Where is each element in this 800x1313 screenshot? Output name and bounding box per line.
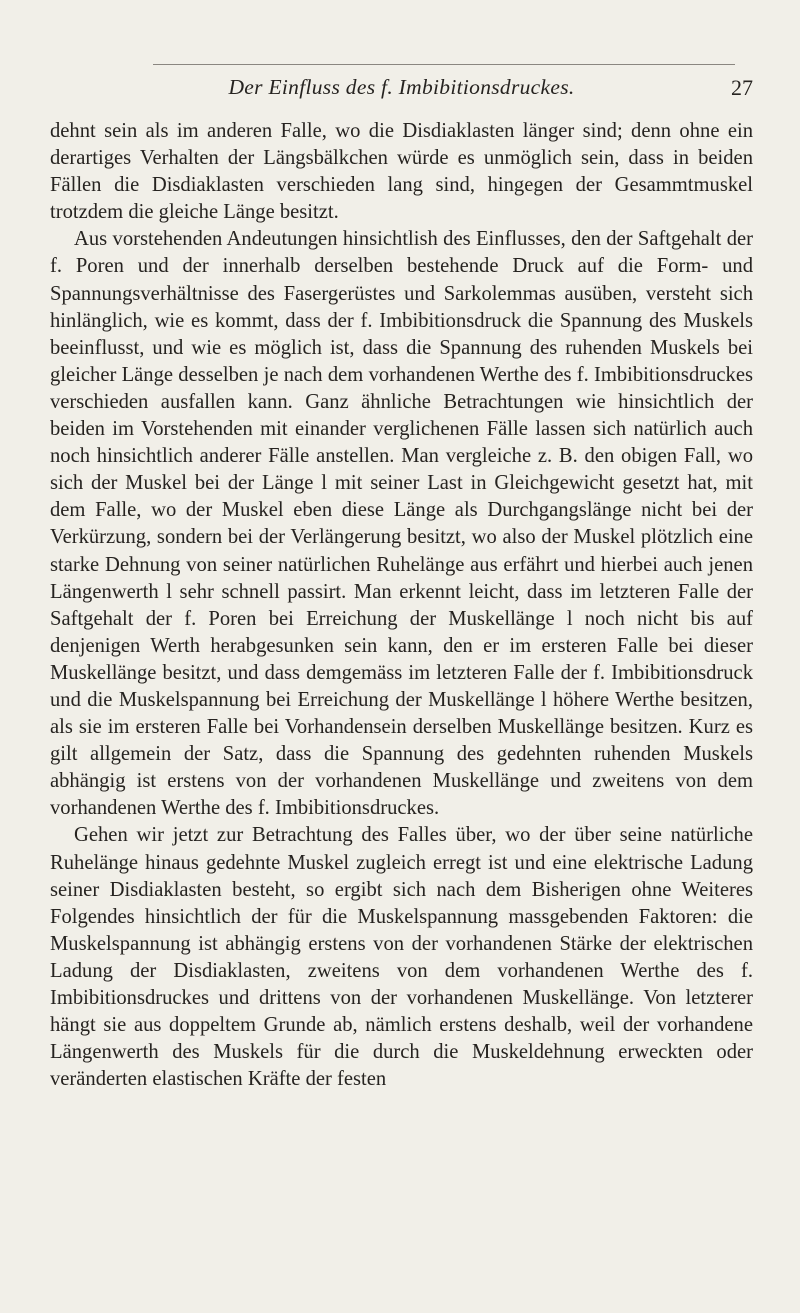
paragraph-continued: dehnt sein als im anderen Falle, wo die Disdiaklasten länger sind; denn ohne ein derartiges Verhalten der Längsbälkchen würde es unmöglich sein, dass in beiden Fällen die Disdiaklasten verschieden lang sind, hingegen der Gesammtmuskel trotzdem die gleiche Länge besitzt.: [50, 120, 753, 224]
paragraph-imbibition-influence: Aus vorstehenden Andeutungen hinsichtlish des Einflusses, den der Saftgehalt der f. Poren und der innerhalb derselben bestehende Druck auf die Form- und Spannungsverhältnisse des Fasergerüstes und Sarkolemmas ausüben, versteht sich hinlänglich, wie es kommt, dass der f. Imbibitionsdruck die Spannung des Muskels beeinflusst, und wie es möglich ist, dass die Spannung des ruhenden Muskels bei gleicher Länge desselben je nach dem vorhandenen Werthe des f. Imbibitionsdruckes verschieden ausfallen kann. Ganz ähnliche Betrachtungen wie hinsichtlich der beiden im Vorstehenden mit einander verglichenen Fälle lassen sich natürlich auch noch hinsichtlich anderer Fälle anstellen. Man vergleiche z. B. den obigen Fall, wo sich der Muskel bei der Länge l mit seiner Last in Gleichgewicht gesetzt hat, mit dem Falle, wo der Muskel eben diese Länge als Durchgangslänge nicht bei der Verkürzung, sondern bei der Verlängerung besitzt, wo also der Muskel plötzlich eine starke Dehnung von seiner natürlichen Ruhelänge aus erfährt und hierbei auch jenen Längenwerth l sehr schnell passirt. Man erkennt leicht, dass im letzteren Falle der Saftgehalt der f. Poren bei Erreichung der Muskellänge l noch nicht bis auf denjenigen Werth herabgesunken sein kann, den er im ersteren Falle bei dieser Muskellänge besitzt, und dass demgemäss im letzteren Falle der f. Imbibitionsdruck und die Muskelspannung bei Erreichung der Muskellänge l höhere Werthe besitzen, als sie im ersteren Falle bei Vorhandensein derselben Muskellänge besitzen. Kurz es gilt allgemein der Satz, dass die Spannung des gedehnten ruhenden Muskels abhängig ist erstens von der vorhandenen Muskellänge und zweitens von dem vorhandenen Werthe des f. Imbibitionsdruckes.: [50, 228, 753, 820]
page-number: 27: [731, 75, 753, 100]
body-text: [50, 118, 753, 1093]
header-rule: [153, 64, 735, 65]
running-title: Der Einfluss des f. Imbibitionsdruckes.: [228, 75, 575, 99]
running-head: [50, 75, 753, 105]
paragraph-excited-muscle: Gehen wir jetzt zur Betrachtung des Falles über, wo der über seine natürliche Ruhelänge hinaus gedehnte Muskel zugleich erregt ist und eine elektrische Ladung seiner Disdiaklasten besteht, so ergibt sich nach dem Bisherigen ohne Weiteres Folgendes hinsichtlich der für die Muskelspannung massgebenden Faktoren: die Muskelspannung ist abhängig erstens von der vorhandenen Stärke der elektrischen Ladung der Disdiaklasten, zweitens von dem vorhandenen Werthe des f. Imbibitionsdruckes und drittens von der vorhandenen Muskellänge. Von letzterer hängt sie aus doppeltem Grunde ab, nämlich erstens deshalb, weil der vorhandene Längenwerth des Muskels für die durch die Muskeldehnung erweckten oder veränderten elastischen Kräfte der festen: [50, 824, 753, 1091]
